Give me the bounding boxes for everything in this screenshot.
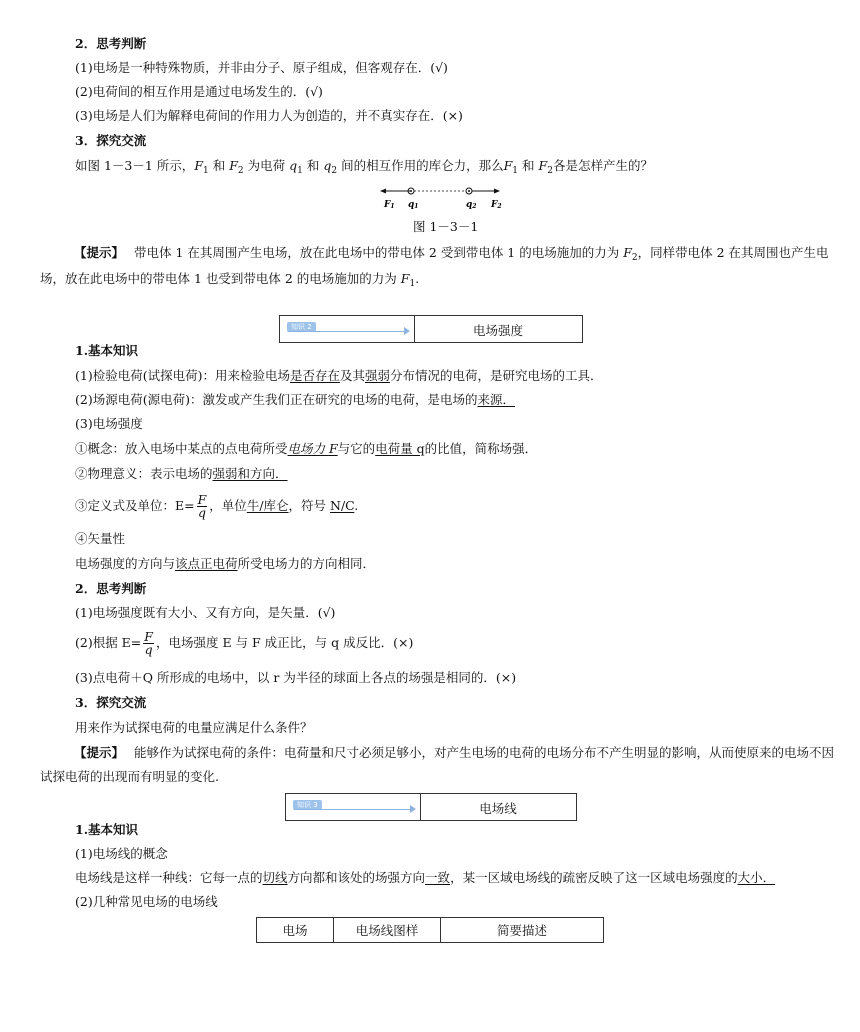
hint-paragraph-1: 【提示】 带电体 1 在其周围产生电场，放在此电场中的带电体 2 受到带电体 1 的电场施加的力为 $F_2$，同样带电体 2 在其周围也产生电场，放在此电场中的带电体 1 也受到带电体 2 的电场施加的力为 $F_1$. (40, 245, 829, 289)
arrow-icon (410, 805, 416, 813)
table-header-row (257, 918, 604, 943)
fraction-f-over-q: $\frac{F}{q}$ (144, 629, 153, 657)
test-charge-def: (1)检验电荷(试探电荷)：用来检验电场是否存在及其强弱分布情况的电荷，是研究电场的工具． (75, 368, 603, 383)
label-q2: q2 (466, 200, 477, 210)
field-strength-title: (3)电场强度 (75, 416, 143, 431)
section-header-field-lines (285, 793, 577, 821)
section-title: 电场强度 (472, 323, 523, 338)
judge-item-1: (1)电场是一种特殊物质，并非由分子、原子组成，但客观存在．(√) (75, 60, 448, 75)
table-header-cell: 电场 (257, 918, 334, 943)
section-title-think-2: 2．思考判断 (75, 581, 147, 596)
vector-title: ④矢量性 (75, 531, 126, 546)
source-charge-def: (2)场源电荷(源电荷)：激发或产生我们正在研究的电场的电荷，是电场的来源． (75, 392, 515, 407)
label-f1: F1 (384, 200, 395, 210)
section-title-think: 2．思考判断 (75, 36, 147, 51)
section-title: 电场线 (479, 801, 517, 816)
judge-item-2-2: (2)根据 E= $\frac{F}{q}$ ，电场强度 E 与 F 成正比，与 q 成反比．(×) (75, 629, 414, 657)
label-q1: q1 (408, 200, 419, 210)
field-line-def: 电场线是这样一种线：它每一点的切线方向都和该处的场强方向一致，某一区域电场线的疏密反映了这一区域电场强度的大小． (75, 870, 776, 885)
explore-question: 如图 1－3－1 所示，$F_1$ 和 $F_2$ 为电荷 $q_1$ 和 $q_2$ 间的相互作用的库仑力，那么$F_1$ 和 $F_2$各是怎样产生的？ (75, 158, 653, 176)
definition-formula-item: ③定义式及单位：E= $\frac{F}{q}$ ，单位牛/库仑，符号 N/C. (75, 492, 359, 520)
judge-item-2-3: (3)点电荷＋Q 所形成的电场中，以 r 为半径的球面上各点的场强是相同的．(×) (75, 670, 517, 685)
direction-rule: 电场强度的方向与该点正电荷所受电场力的方向相同． (75, 556, 376, 571)
knowledge-tag: 知识 3 (293, 800, 322, 810)
common-fields-title: (2)几种常见电场的电场线 (75, 894, 218, 909)
field-lines-table (256, 917, 604, 943)
hint-label: 【提示】 (74, 745, 125, 760)
section-header-field-strength (279, 315, 583, 343)
table-header-cell: 简要描述 (441, 918, 604, 943)
section-title-explore: 3．探究交流 (75, 133, 147, 148)
judge-item-3: (3)电场是人们为解释电荷间的作用力人为创造的，并不真实存在．(×) (75, 108, 463, 123)
fraction-f-over-q: $\frac{F}{q}$ (197, 492, 207, 520)
physical-meaning-item: ②物理意义：表示电场的强弱和方向． (75, 466, 288, 481)
basic-knowledge-title: 1.基本知识 (75, 343, 139, 358)
judge-item-2-1: (1)电场强度既有大小、又有方向，是矢量．(√) (75, 605, 336, 620)
hint-label: 【提示】 (74, 245, 125, 260)
concept-item: ①概念：放入电场中某点的点电荷所受电场力 F与它的电荷量 q的比值，简称场强． (75, 441, 538, 456)
label-f2: F2 (491, 200, 502, 210)
basic-knowledge-title-3: 1.基本知识 (75, 822, 139, 837)
hint-paragraph-2: 【提示】 能够作为试探电荷的条件：电荷量和尺寸必须足够小，对产生电场的电荷的电场分布不产生明显的影响，从而使原来的电场不因试探电荷的出现而有明显的变化. (40, 745, 835, 784)
figure-caption: 图 1－3－1 (413, 219, 479, 234)
knowledge-tag: 知识 2 (287, 322, 316, 332)
explore-question-2: 用来作为试探电荷的电量应满足什么条件？ (75, 720, 313, 735)
field-line-concept-title: (1)电场线的概念 (75, 846, 168, 861)
section-title-explore-2: 3．探究交流 (75, 695, 147, 710)
arrow-icon (404, 327, 410, 335)
judge-item-2: (2)电荷间的相互作用是通过电场发生的．(√) (75, 84, 323, 99)
table-header-cell: 电场线图样 (334, 918, 441, 943)
charges-force-figure (372, 182, 512, 212)
